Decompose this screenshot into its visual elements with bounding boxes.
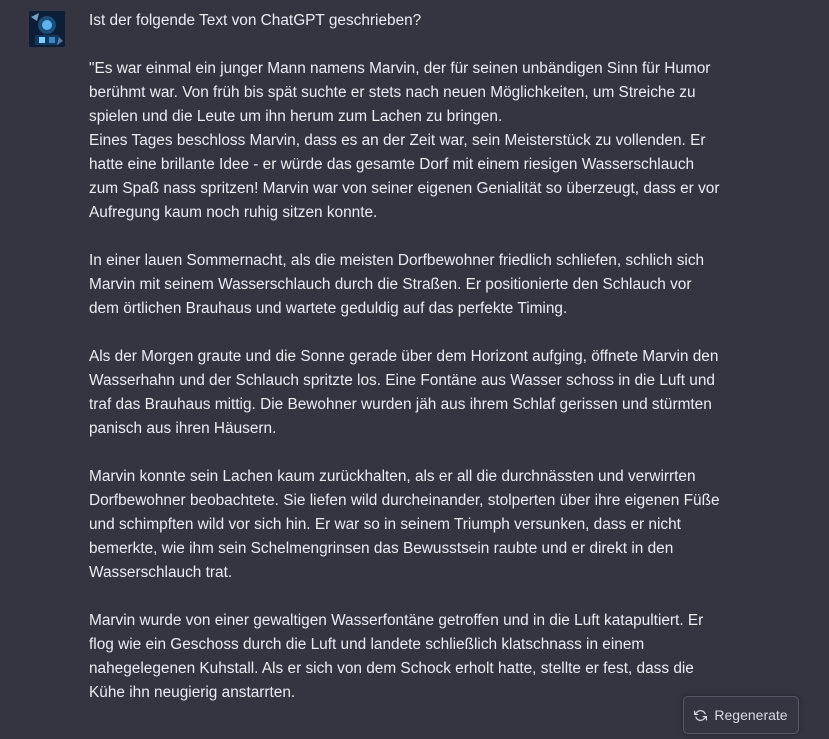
paragraph-line: Marvin mit seinem Wasserschlauch durch die Straßen. Er positionierte den Schlauch vor — [89, 276, 692, 293]
regenerate-button[interactable] — [683, 696, 799, 734]
paragraph-line: flog wie ein Geschoss durch die Luft und landete schließlich klatschnass in einem — [89, 636, 645, 653]
paragraph-line: nahegelegenen Kuhstall. Als er sich von dem Schock erholt hatte, stellte er fest, dass die — [89, 660, 694, 677]
paragraph-line: Wasserschlauch trat. — [89, 564, 233, 581]
message-paragraphs — [89, 57, 789, 705]
paragraph-line: Als der Morgen graute und die Sonne gerade über dem Horizont aufging, öffnete Marvin den — [89, 348, 719, 365]
message-paragraph — [89, 345, 789, 441]
paragraph-line: hatte eine brillante Idee - er würde das gesamte Dorf mit einem riesigen Wasserschlauch — [89, 156, 695, 173]
paragraph-line: Aufregung kaum noch ruhig sitzen konnte. — [89, 204, 378, 221]
paragraph-line: Dorfbewohner beobachtete. Sie liefen wild durcheinander, stolperten über ihre eigenen Füße — [89, 492, 720, 509]
paragraph-line: bemerkte, wie ihm sein Schelmengrinsen das Bewusstsein raubte und er direkt in den — [89, 540, 674, 557]
refresh-icon — [694, 709, 707, 722]
message-paragraph — [89, 465, 789, 585]
message-paragraph — [89, 57, 789, 225]
paragraph-line: Eines Tages beschloss Marvin, dass es an der Zeit war, sein Meisterstück zu vollenden. Er — [89, 132, 706, 149]
paragraph-line: traf das Brauhaus mittig. Die Bewohner wurden jäh aus ihrem Schlaf gerissen und stürmten — [89, 396, 712, 413]
paragraph-line: Marvin konnte sein Lachen kaum zurückhalten, als er all die durchnässten und verwirrten — [89, 468, 696, 485]
paragraph-line: und schimpften wild vor sich hin. Er war so in seinem Triumph versunken, dass er nicht — [89, 516, 681, 533]
message-text — [89, 9, 789, 729]
paragraph-line: Marvin wurde von einer gewaltigen Wasserfontäne getroffen und in die Luft katapultiert. Er — [89, 612, 704, 629]
paragraph-line: spielen und die Leute um ihn herum zum Lachen zu bringen. — [89, 108, 503, 125]
paragraph-line: Kühe ihn neugierig anstarrten. — [89, 684, 296, 701]
question-text: Ist der folgende Text von ChatGPT geschrieben? — [89, 12, 422, 29]
message-paragraph — [89, 249, 789, 321]
regenerate-label: Regenerate — [714, 707, 788, 723]
user-avatar — [29, 11, 65, 47]
paragraph-line: "Es war einmal ein junger Mann namens Marvin, der für seinen unbändigen Sinn für Humor — [89, 60, 711, 77]
paragraph-line: zum Spaß nass spritzen! Marvin war von seiner eigenen Genialität so überzeugt, dass er vor — [89, 180, 720, 197]
message-paragraph — [89, 609, 789, 705]
paragraph-line: dem örtlichen Brauhaus und wartete geduldig auf das perfekte Timing. — [89, 300, 568, 317]
paragraph-line: In einer lauen Sommernacht, als die meisten Dorfbewohner friedlich schliefen, schlich sich — [89, 252, 705, 269]
paragraph-line: panisch aus ihren Häusern. — [89, 420, 277, 437]
paragraph-line: Wasserhahn und der Schlauch spritzte los. Eine Fontäne aus Wasser schoss in die Luft und — [89, 372, 715, 389]
paragraph-line: berühmt war. Von früh bis spät suchte er stets nach neuen Möglichkeiten, um Streiche zu — [89, 84, 696, 101]
avatar-image-icon — [29, 11, 65, 47]
